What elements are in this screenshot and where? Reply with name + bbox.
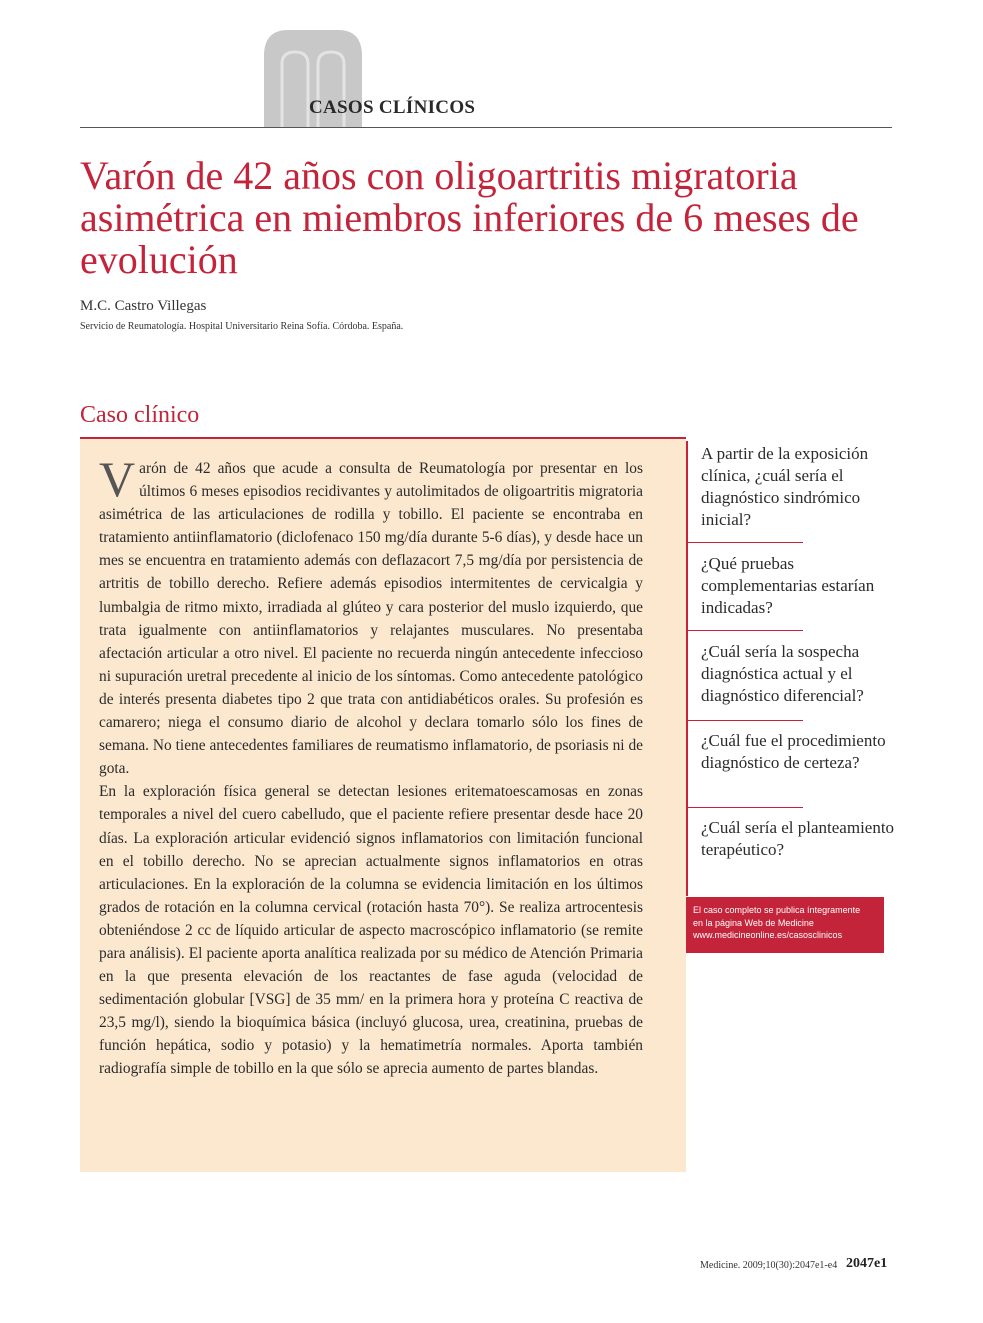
- questions-sidebar: [686, 441, 906, 896]
- question-text: ¿Qué pruebas complementarias estarían indicadas?: [701, 554, 875, 617]
- note-url[interactable]: www.medicineonline.es/casosclinicos: [693, 930, 843, 940]
- case-text-box: [80, 439, 686, 1172]
- case-paragraph-1: [99, 451, 643, 780]
- article-title: Varón de 42 años con oligoartritis migratoria asimétrica en miembros inferiores de 6 meses de evolución: [80, 153, 859, 282]
- header-divider: [80, 127, 892, 128]
- question-text: ¿Cuál fue el procedimiento diagnóstico de certeza?: [701, 731, 886, 772]
- case-heading: Caso clínico: [80, 402, 200, 428]
- note-line: en la página Web de Medicine: [693, 917, 814, 928]
- section-label: CASOS CLÍNICOS: [309, 97, 476, 118]
- footer-citation: Medicine. 2009;10(30):2047e1-e4: [700, 1260, 838, 1271]
- question-item: [686, 721, 906, 808]
- note-line: El caso completo se publica íntegramente: [693, 905, 861, 915]
- question-item: [686, 543, 906, 631]
- article-author: M.C. Castro Villegas: [80, 298, 207, 314]
- case-paragraph-2: En la exploración física general se detectan lesiones eritematoescamosas en zonas temporales a nivel del cuero cabelludo, que el paciente refiere presentar desde hace 20 días. La exploración articular evidenció signos inflamatorios con limitación funcional en el tobillo derecho. No se aprecian actualmente signos inflamatorios en otras articulaciones. En la exploración de la columna se evidencia limitación en los últimos grados de rotación en la columna cervical (rotación hasta 70°). Se realiza artrocentesis obteniéndose 2 cc de líquido articular de aspecto macroscópico inflamatorio (se remite para análisis). El paciente aporta analítica realizada por su médico de Atención Primaria en la que presenta elevación de los reactantes de fase aguda (velocidad de sedimentación globular [VSG] de 35 mm/ en la primera hora y proteína C reactiva de 23,5 mg/l), siendo la bioquímica básica (incluyó glucosa, urea, creatinina, pruebas de función hepática, sodio y potasio) y la hematimetría normales. Aporta también radiografía simple de tobillo en la que sólo se aprecia aumento de partes blandas.: [99, 783, 643, 1078]
- author-affiliation: Servicio de Reumatología. Hospital Universitario Reina Sofía. Córdoba. España.: [80, 321, 404, 332]
- drop-cap: V: [99, 451, 136, 507]
- case-paragraph-1-text: arón de 42 años que acude a consulta de Reumatología por presentar en los últimos 6 meses episodios recidivantes y autolimitados de oligoartritis migratoria asimétrica de las articulaciones de rodilla y tobillo. El paciente se encontraba en tratamiento antiinflamatorio (diclofenaco 150 mg/día durante 5-6 días), y desde hace un mes se encuentra en tratamiento además con deflazacort 7,5 mg/día por persistencia de artritis de tobillo derecho. Refiere además episodios intermitentes de cervicalgia y lumbalgia de ritmo mixto, irradiada al glúteo y cara posterior del muslo izquierdo, que trata igualmente con antiinflamatorios y relajantes musculares. No presentaba afectación articular a otro nivel. El paciente no recuerda ningún antecedente infeccioso ni supuración uretral precedente al inicio de los síntomas. Como antecedente patológico de interés presenta diabetes tipo 2 que trata con antidiabéticos orales. Su profesión es camarero; niega el consumo diario de alcohol y declara tomarlo sólo los fines de semana. No tiene antecedentes familiares de reumatismo inflamatorio, de psoriasis ni de gota.: [99, 460, 643, 778]
- question-item: [686, 441, 906, 543]
- page-number: 2047e1: [846, 1256, 888, 1271]
- question-item: [686, 808, 906, 896]
- question-text: ¿Cuál sería la sospecha diagnóstica actual y el diagnóstico diferencial?: [701, 642, 864, 705]
- question-text: ¿Cuál sería el planteamiento terapéutico?: [701, 818, 895, 859]
- online-note-box: [686, 897, 884, 953]
- question-item: [686, 631, 906, 721]
- question-text: A partir de la exposición clínica, ¿cuál sería el diagnóstico sindrómico inicial?: [701, 444, 869, 529]
